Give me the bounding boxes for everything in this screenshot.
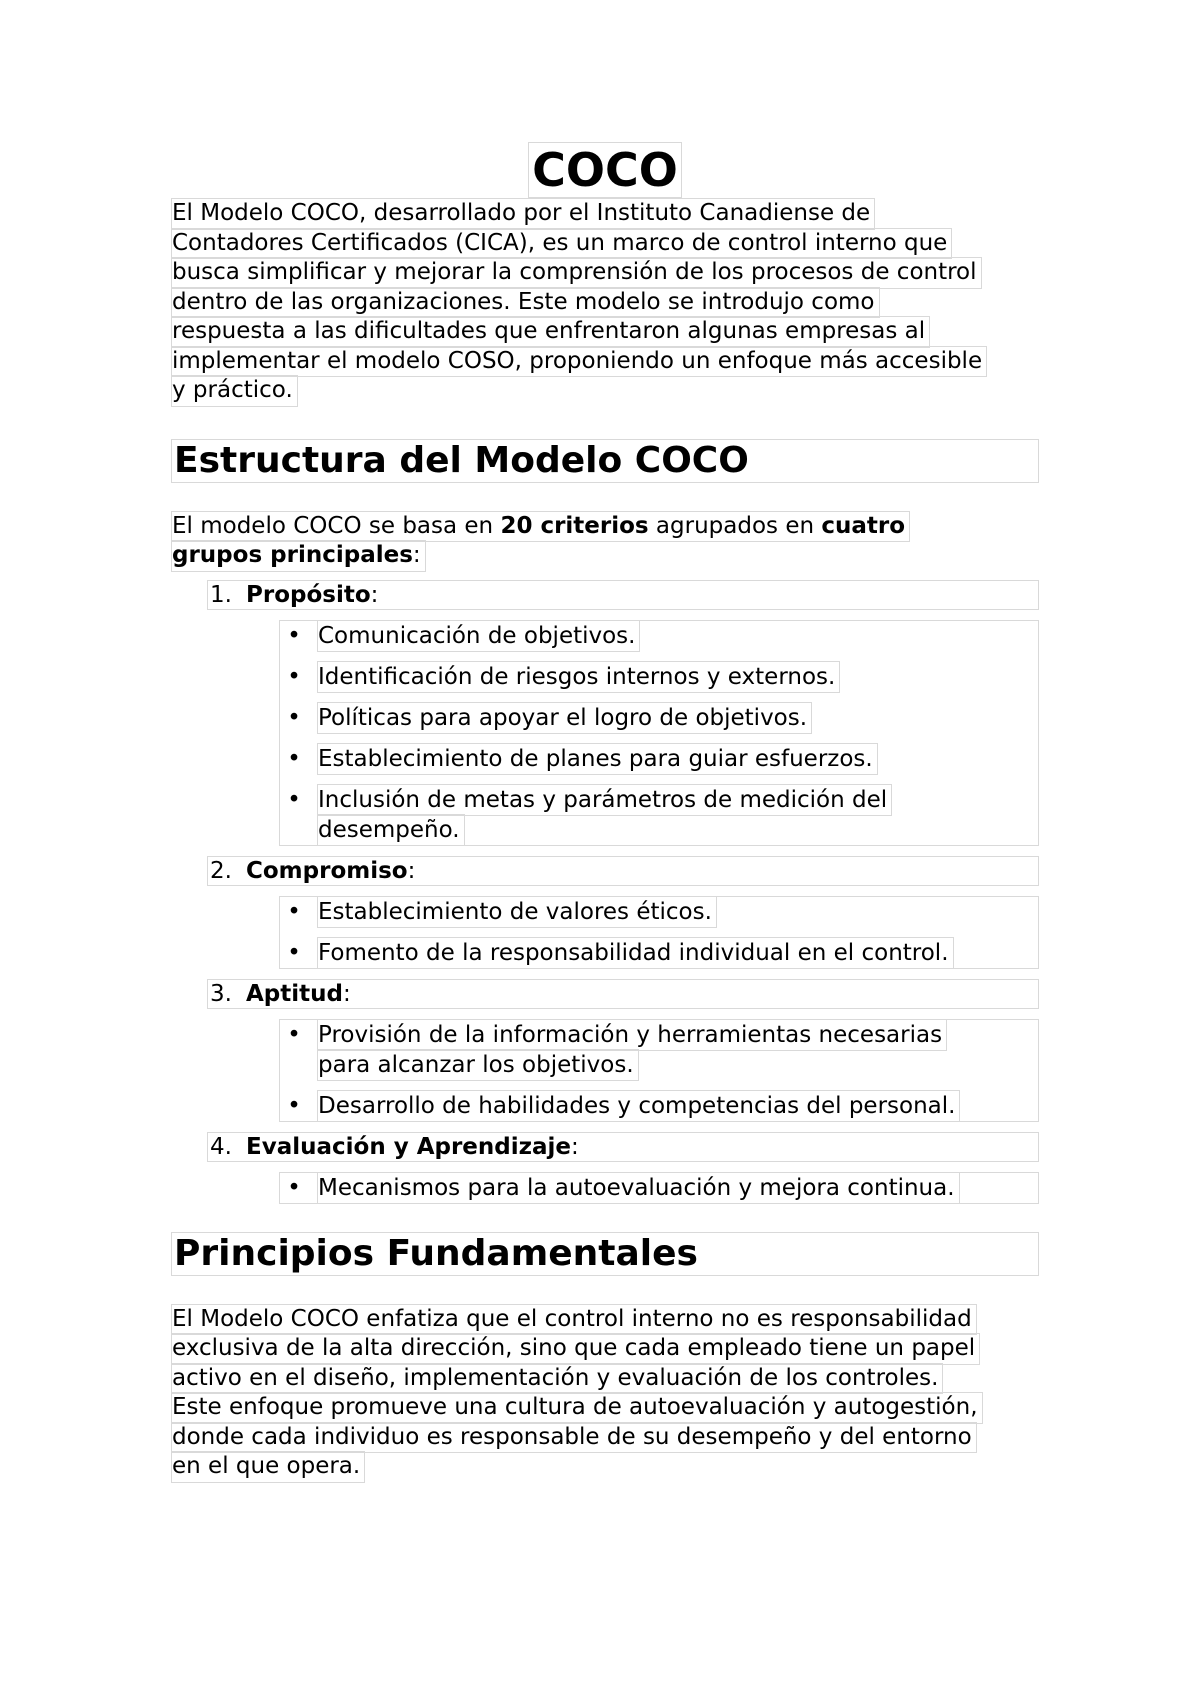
group-items-list [280, 1173, 1038, 1203]
document-title: COCO [529, 143, 681, 197]
list-item-line: Mecanismos para la autoevaluación y mejora continua. [318, 1173, 959, 1203]
list-item [280, 662, 1038, 692]
group-suffix: : [342, 980, 351, 1007]
list-item [280, 744, 1038, 774]
list-item-line: Comunicación de objetivos. [318, 621, 639, 651]
group-number: 1. [210, 581, 232, 608]
list-item-text [318, 662, 1038, 692]
list-item-text [318, 897, 1038, 927]
principles-line: en el que opera. [172, 1452, 364, 1482]
bullet-icon: • [287, 1021, 301, 1048]
bullet-icon: • [287, 1092, 301, 1119]
group-items-list [280, 621, 1038, 845]
intro-line: El Modelo COCO, desarrollado por el Instituto Canadiense de [172, 199, 874, 229]
list-item [280, 621, 1038, 651]
list-item-text [318, 1173, 1038, 1203]
criteria-group [208, 857, 1038, 968]
group-heading [208, 1133, 1038, 1161]
list-item-text [318, 1020, 1038, 1080]
group-suffix: : [407, 857, 416, 884]
lead-line [172, 541, 425, 571]
group-name: Propósito [246, 581, 371, 608]
intro-line: Contadores Certificados (CICA), es un marco de control interno que [172, 229, 951, 259]
list-item-line: Establecimiento de planes para guiar esfuerzos. [318, 744, 877, 774]
list-item-line: Fomento de la responsabilidad individual en el control. [318, 938, 953, 968]
list-item [280, 1020, 1038, 1080]
group-heading [208, 581, 1038, 609]
list-item-text [318, 621, 1038, 651]
list-item-line: para alcanzar los objetivos. [318, 1050, 638, 1080]
intro-line: implementar el modelo COSO, proponiendo un enfoque más accesible [172, 347, 986, 377]
list-item [280, 938, 1038, 968]
list-item [280, 1173, 1038, 1203]
intro-line: respuesta a las dificultades que enfrentaron algunas empresas al [172, 317, 929, 347]
lead-text: : [412, 542, 421, 568]
principles-paragraph [172, 1305, 1038, 1482]
list-item [280, 897, 1038, 927]
group-suffix: : [370, 581, 379, 608]
lead-text: agrupados en [648, 512, 822, 539]
criteria-group [208, 581, 1038, 845]
group-heading [208, 980, 1038, 1008]
principles-line: El Modelo COCO enfatiza que el control interno no es responsabilidad [172, 1305, 976, 1335]
list-item-text [318, 938, 1038, 968]
principles-line: donde cada individuo es responsable de su desempeño y del entorno [172, 1423, 976, 1453]
criteria-groups-list [208, 581, 1038, 1203]
bullet-icon: • [287, 939, 301, 966]
list-item [280, 703, 1038, 733]
lead-line [172, 512, 909, 542]
bullet-icon: • [287, 745, 301, 772]
list-item-line: Establecimiento de valores éticos. [318, 897, 716, 927]
list-item-text [318, 785, 1038, 845]
list-item-line: Inclusión de metas y parámetros de medición del [318, 785, 891, 815]
list-item-line: Identificación de riesgos internos y externos. [318, 662, 839, 692]
group-name: Aptitud [246, 980, 343, 1007]
bullet-icon: • [287, 786, 301, 813]
lead-bold-groups: cuatro [821, 512, 906, 539]
criteria-group [208, 1133, 1038, 1203]
intro-paragraph [172, 199, 1038, 406]
list-item-text [318, 1091, 1038, 1121]
bullet-icon: • [287, 663, 301, 690]
group-items-list [280, 1020, 1038, 1121]
lead-text: El modelo COCO se basa en [172, 512, 501, 539]
group-number: 3. [210, 980, 232, 1007]
criteria-group [208, 980, 1038, 1121]
section-heading-principles: Principios Fundamentales [172, 1233, 1038, 1275]
section-heading-structure: Estructura del Modelo COCO [172, 440, 1038, 482]
intro-line: busca simplificar y mejorar la comprensión de los procesos de control [172, 258, 981, 288]
principles-line: activo en el diseño, implementación y evaluación de los controles. [172, 1364, 942, 1394]
group-items-list [280, 897, 1038, 968]
group-name: Compromiso [246, 857, 408, 884]
list-item-line: Desarrollo de habilidades y competencias del personal. [318, 1091, 959, 1121]
list-item-line: desempeño. [318, 815, 464, 845]
list-item-line: Políticas para apoyar el logro de objetivos. [318, 703, 811, 733]
group-number: 2. [210, 857, 232, 884]
principles-line: exclusiva de la alta dirección, sino que cada empleado tiene un papel [172, 1334, 979, 1364]
bullet-icon: • [287, 898, 301, 925]
intro-line: dentro de las organizaciones. Este modelo se introdujo como [172, 288, 879, 318]
group-heading [208, 857, 1038, 885]
principles-line: Este enfoque promueve una cultura de autoevaluación y autogestión, [172, 1393, 982, 1423]
intro-line: y práctico. [172, 376, 297, 406]
bullet-icon: • [287, 622, 301, 649]
group-name: Evaluación y Aprendizaje [246, 1133, 572, 1160]
group-suffix: : [571, 1133, 579, 1160]
structure-lead-paragraph [172, 512, 1038, 571]
lead-bold-criteria: 20 criterios [500, 512, 649, 539]
list-item [280, 1091, 1038, 1121]
bullet-icon: • [287, 704, 301, 731]
list-item [280, 785, 1038, 845]
document-page [172, 143, 1038, 1482]
list-item-line: Provisión de la información y herramientas necesarias [318, 1020, 946, 1050]
group-number: 4. [210, 1133, 232, 1160]
lead-bold-groups: grupos principales [172, 542, 413, 568]
list-item-text [318, 744, 1038, 774]
list-item-text [318, 703, 1038, 733]
bullet-icon: • [287, 1174, 301, 1201]
